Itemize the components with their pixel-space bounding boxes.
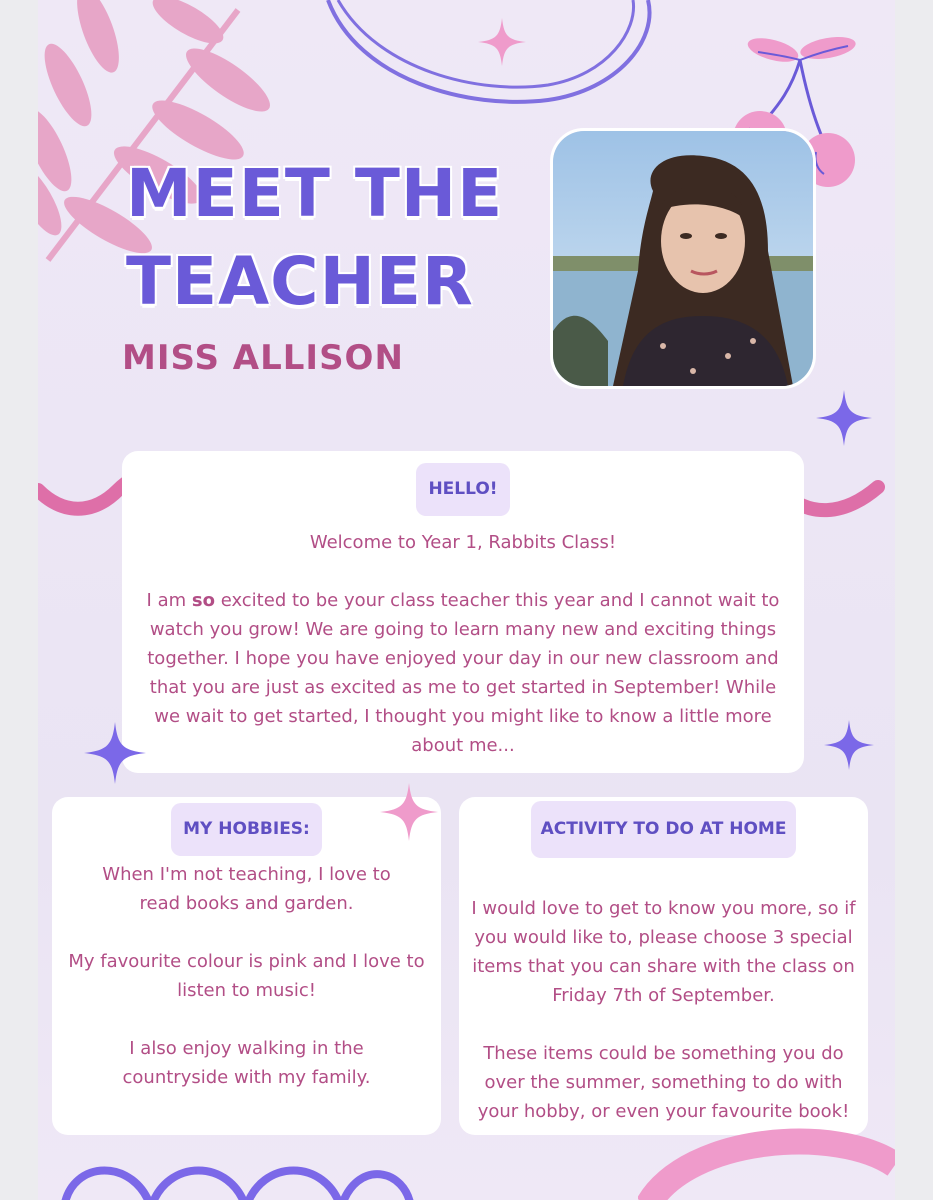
- hobbies-text-3: I also enjoy walking in the countryside with my family.: [122, 1038, 371, 1088]
- teacher-name: MISS ALLISON: [122, 338, 404, 378]
- arc-decoration: [638, 1125, 895, 1200]
- sparkle-icon: [824, 720, 874, 770]
- sparkle-icon: [478, 18, 526, 66]
- sparkle-icon: [380, 783, 438, 841]
- hobbies-text-2: My favourite colour is pink and I love to listen to music!: [68, 951, 425, 1001]
- welcome-text: Welcome to Year 1, Rabbits Class!: [309, 532, 617, 553]
- activity-text-1: I would love to get to know you more, so if you would like to, please choose 3 special items that you can share with the class on Friday 7th of September.: [471, 898, 856, 1006]
- sparkle-icon: [84, 722, 146, 784]
- hobbies-text-1: When I'm not teaching, I love to read books and garden.: [102, 864, 391, 914]
- flyer-page: [38, 0, 895, 1200]
- teacher-photo: [550, 128, 816, 389]
- hobbies-card: [52, 797, 441, 1135]
- title-line-2: TEACHER: [126, 243, 474, 320]
- activity-card: [459, 797, 868, 1135]
- activity-heading: ACTIVITY TO DO AT HOME: [531, 801, 797, 858]
- hobbies-heading: MY HOBBIES:: [171, 803, 322, 856]
- intro-text-start: I am: [146, 590, 192, 611]
- page-title: [126, 150, 503, 326]
- title-line-1: MEET THE: [126, 155, 504, 232]
- hello-heading: HELLO!: [416, 463, 509, 516]
- intro-emphasis: so: [191, 590, 215, 611]
- hello-card: [122, 451, 804, 773]
- intro-text-rest: excited to be your class teacher this year and I cannot wait to watch you grow! We are going to learn many new and exciting things together. I hope you have enjoyed your day in our new classroom and that you are just as excited as me to get started in September! While we wait to get started, I thought you might like to know a little more about me...: [147, 590, 780, 756]
- intro-paragraph: [122, 586, 804, 760]
- arch-line-decoration: [56, 1148, 416, 1200]
- sparkle-icon: [816, 390, 872, 446]
- activity-text-2: These items could be something you do over the summer, something to do with your hobby, or even your favourite book!: [477, 1043, 850, 1122]
